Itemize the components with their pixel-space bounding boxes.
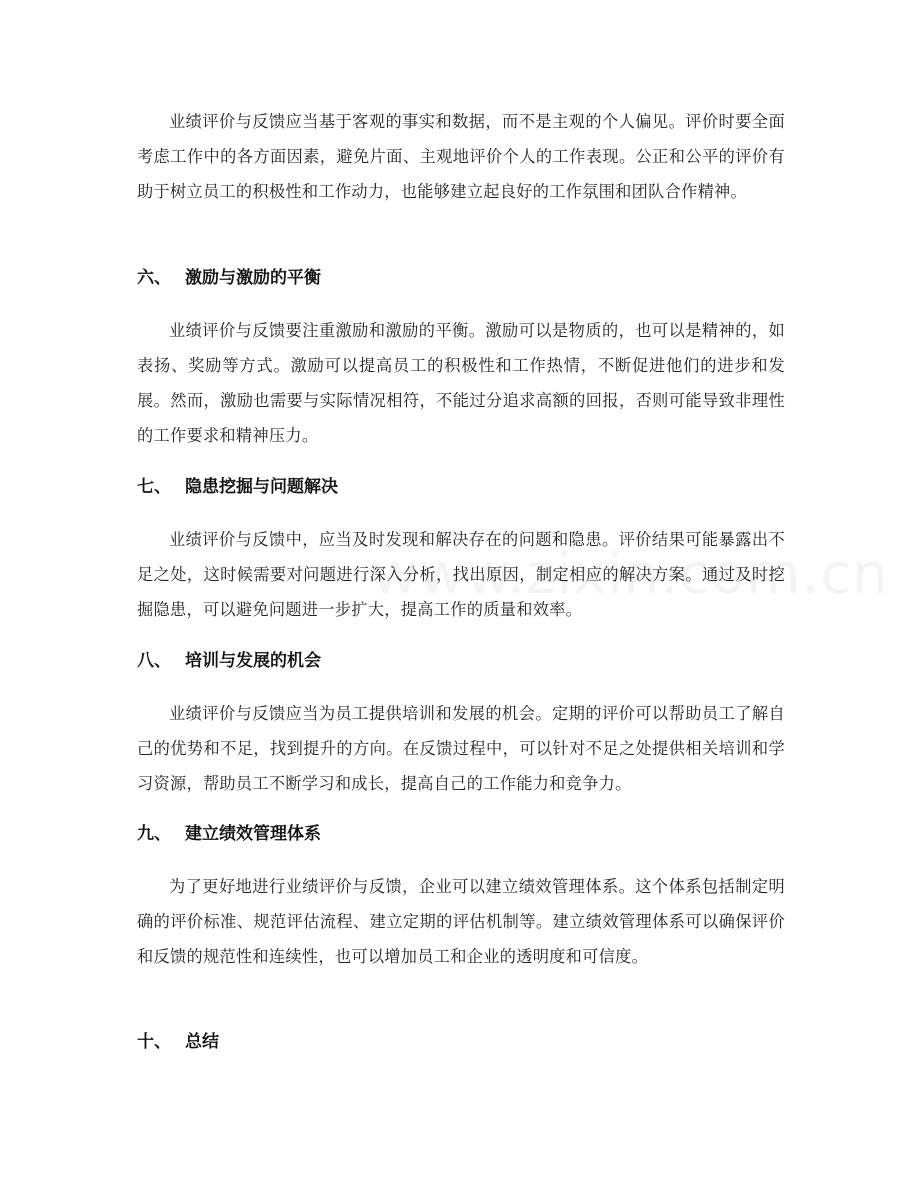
- section-body-7: 业绩评价与反馈中，应当及时发现和解决存在的问题和隐患。评价结果可能暴露出不足之处，这时候需要对问题进行深入分析，找出原因，制定相应的解决方案。通过及时挖掘隐患，可以避免问题进一步扩大，提高工作的质量和效率。: [137, 530, 785, 619]
- section-number: 九、: [137, 824, 171, 844]
- section-title: 隐患挖掘与问题解决: [185, 477, 338, 497]
- section-body-6: 业绩评价与反馈要注重激励和激励的平衡。激励可以是物质的，也可以是精神的，如表扬、奖励等方式。激励可以提高员工的积极性和工作热情，不断促进他们的进步和发展。然而，激励也需要与实际情况相符，不能过分追求高额的回报，否则可能导致非理性的工作要求和精神压力。: [137, 321, 785, 445]
- paragraph-intro: 业绩评价与反馈应当基于客观的事实和数据，而不是主观的个人偏见。评价时要全面考虑工作中的各方面因素，避免片面、主观地评价个人的工作表现。公正和公平的评价有助于树立员工的积极性和工作动力，也能够建立起良好的工作氛围和团队合作精神。: [137, 112, 785, 201]
- section-title: 培训与发展的机会: [185, 651, 321, 671]
- section-heading-6: [137, 266, 321, 290]
- section-title: 总结: [185, 1032, 219, 1052]
- section-title: 建立绩效管理体系: [185, 824, 321, 844]
- section-number: 六、: [137, 268, 171, 288]
- section-heading-8: [137, 649, 321, 673]
- section-number: 十、: [137, 1032, 171, 1052]
- section-body-8: 业绩评价与反馈应当为员工提供培训和发展的机会。定期的评价可以帮助员工了解自己的优势和不足，找到提升的方向。在反馈过程中，可以针对不足之处提供相关培训和学习资源，帮助员工不断学习和成长，提高自己的工作能力和竞争力。: [137, 704, 785, 793]
- section-body-9: 为了更好地进行业绩评价与反馈，企业可以建立绩效管理体系。这个体系包括制定明确的评价标准、规范评估流程、建立定期的评估机制等。建立绩效管理体系可以确保评价和反馈的规范性和连续性，也可以增加员工和企业的透明度和可信度。: [137, 877, 785, 966]
- section-number: 八、: [137, 651, 171, 671]
- section-title: 激励与激励的平衡: [185, 268, 321, 288]
- section-heading-10: [137, 1030, 219, 1054]
- section-heading-9: [137, 822, 321, 846]
- section-number: 七、: [137, 477, 171, 497]
- section-heading-7: [137, 475, 338, 499]
